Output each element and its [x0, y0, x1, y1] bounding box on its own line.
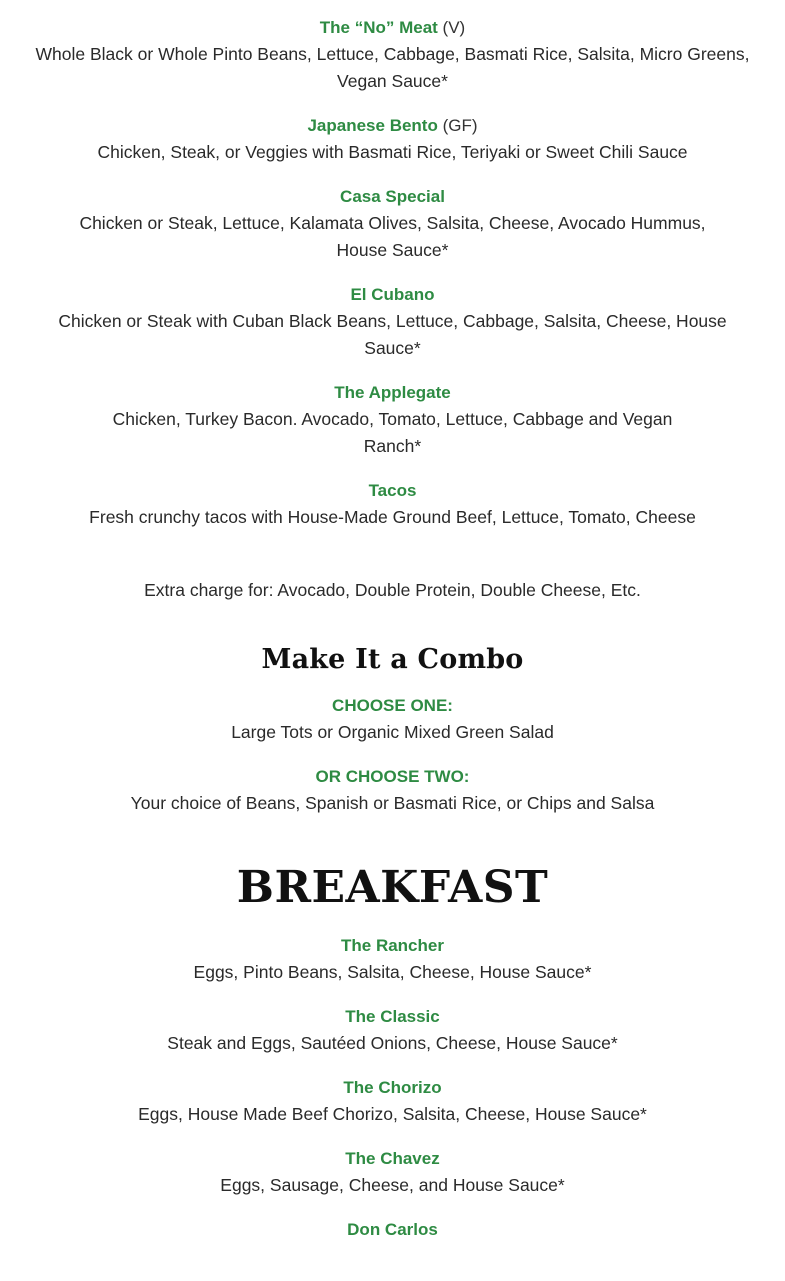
combo-heading: Make It a Combo	[261, 644, 524, 675]
item-description: Chicken or Steak, Lettuce, Kalamata Olives, Salsita, Cheese, Avocado Hummus, House Sauce*	[79, 213, 706, 260]
item-name: Casa Special	[340, 187, 445, 206]
menu-item	[0, 14, 785, 95]
choose-two-heading: OR CHOOSE TWO:	[315, 767, 470, 786]
item-description: Eggs, Sausage, Cheese, and House Sauce*	[220, 1175, 565, 1195]
item-description: Whole Black or Whole Pinto Beans, Lettuce, Cabbage, Basmati Rice, Salsita, Micro Greens, Vegan Sauce*	[35, 44, 750, 91]
combo-option	[0, 763, 785, 817]
item-description: Eggs, House Made Beef Chorizo, Salsita, Cheese, House Sauce*	[138, 1104, 647, 1124]
menu-item	[0, 1216, 785, 1243]
menu-item	[0, 932, 785, 986]
item-name: The Applegate	[334, 383, 451, 402]
choose-two-text: Your choice of Beans, Spanish or Basmati Rice, or Chips and Salsa	[130, 793, 655, 813]
choose-one-heading: CHOOSE ONE:	[332, 696, 453, 715]
menu-item	[0, 281, 785, 362]
menu-item	[0, 112, 785, 166]
dietary-tag: (V)	[437, 18, 466, 37]
menu-item	[0, 379, 785, 460]
item-name: The Chavez	[345, 1149, 440, 1168]
item-name: The “No” Meat (V)	[319, 18, 466, 37]
menu-item	[0, 477, 785, 531]
dietary-tag: (GF)	[437, 116, 478, 135]
item-description: Eggs, Pinto Beans, Salsita, Cheese, House Sauce*	[193, 962, 592, 982]
menu-item	[0, 183, 785, 264]
item-name: Japanese Bento (GF)	[307, 116, 478, 135]
item-name: El Cubano	[350, 285, 435, 304]
item-name: Don Carlos	[347, 1220, 438, 1239]
item-description: Chicken, Turkey Bacon. Avocado, Tomato, Lettuce, Cabbage and Vegan Ranch*	[112, 409, 673, 456]
choose-one-text: Large Tots or Organic Mixed Green Salad	[231, 722, 554, 742]
item-name: The Chorizo	[343, 1078, 442, 1097]
item-name: Tacos	[368, 481, 417, 500]
menu-item	[0, 1074, 785, 1128]
item-description: Chicken, Steak, or Veggies with Basmati Rice, Teriyaki or Sweet Chili Sauce	[97, 142, 688, 162]
item-description: Chicken or Steak with Cuban Black Beans, Lettuce, Cabbage, Salsita, Cheese, House Sauce*	[58, 311, 727, 358]
combo-option	[0, 692, 785, 746]
menu-item	[0, 1145, 785, 1199]
breakfast-heading: BREAKFAST	[236, 862, 549, 913]
menu-item	[0, 1003, 785, 1057]
item-name: The Classic	[345, 1007, 440, 1026]
item-description: Steak and Eggs, Sautéed Onions, Cheese, House Sauce*	[167, 1033, 618, 1053]
item-name: The Rancher	[341, 936, 444, 955]
item-description: Fresh crunchy tacos with House-Made Ground Beef, Lettuce, Tomato, Cheese	[89, 507, 696, 527]
extra-charge-note: Extra charge for: Avocado, Double Protein, Double Cheese, Etc.	[144, 580, 641, 600]
